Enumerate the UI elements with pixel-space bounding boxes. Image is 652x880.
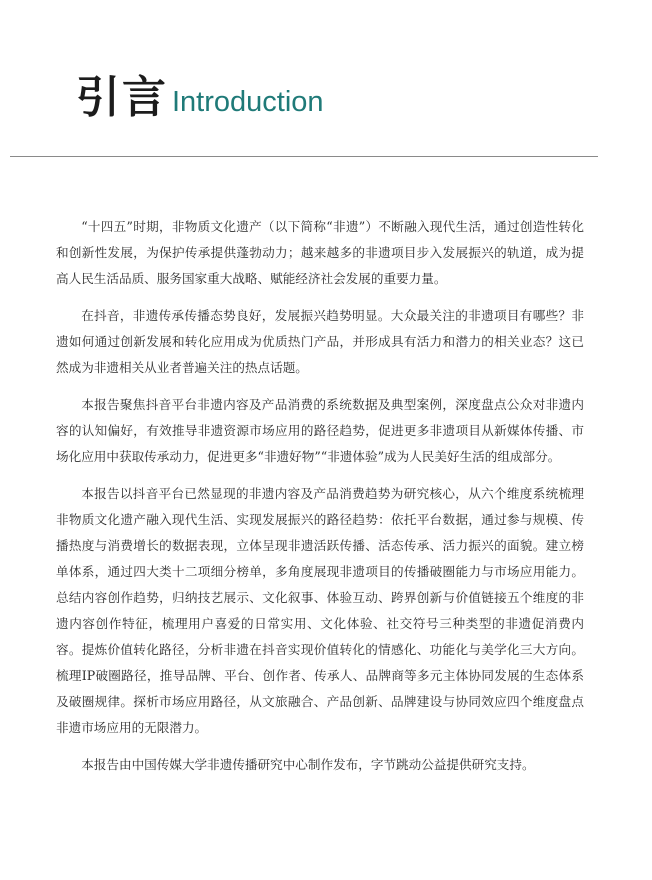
paragraph: 本报告聚焦抖音平台非遗内容及产品消费的系统数据及典型案例，深度盘点公众对非遗内容的认知偏好，有效推导非遗资源市场应用的路径趋势，促进更多非遗项目从新媒体传播、市场化应用中获取传承动力，促进更多“非遗好物”“非遗体验”成为人民美好生活的组成部分。 — [56, 397, 584, 464]
page-title-english: Introduction — [172, 86, 324, 118]
paragraph: 在抖音，非遗传承传播态势良好，发展振兴趋势明显。大众最关注的非遗项目有哪些？非遗如何通过创新发展和转化应用成为优质热门产品，并形成具有活力和潜力的相关业态？这已然成为非遗相关从业者普遍关注的热点话题。 — [56, 308, 584, 375]
paragraph: 本报告以抖音平台已然显现的非遗内容及产品消费趋势为研究核心，从六个维度系统梳理非物质文化遗产融入现代生活、实现发展振兴的路径趋势：依托平台数据，通过参与规模、传播热度与消费增长的数据表现，立体呈现非遗活跃传播、活态传承、活力振兴的面貌。建立榜单体系，通过四大类十二项细分榜单，多角度展现非遗项目的传播破圈能力与市场应用能力。总结内容创作趋势，归纳技艺展示、文化叙事、体验互动、跨界创新与价值链接五个维度的非遗内容创作特征，梳理用户喜爱的日常实用、文化体验、社交符号三种类型的非遗促消费内容。提炼价值转化路径，分析非遗在抖音实现价值转化的情感化、功能化与美学化三大方向。梳理IP破圈路径，推导品牌、平台、创作者、传承人、品牌商等多元主体协同发展的生态体系及破圈规律。探析市场应用路径，从文旅融合、产品创新、品牌建设与协同效应四个维度盘点非遗市场应用的无限潜力。 — [56, 486, 584, 735]
paragraph: 本报告由中国传媒大学非遗传播研究中心制作发布，字节跳动公益提供研究支持。 — [81, 757, 535, 772]
paragraph: “十四五”时期，非物质文化遗产（以下简称“非遗”）不断融入现代生活，通过创造性转化和创新性发展，为保护传承提供蓬勃动力；越来越多的非遗项目步入发展振兴的轨道，成为提高人民生活品质、服务国家重大战略、赋能经济社会发展的重要力量。 — [56, 219, 584, 286]
page-header — [76, 68, 576, 128]
page-title-chinese: 引言 — [76, 72, 168, 123]
header-divider — [10, 156, 598, 157]
body-text — [56, 214, 584, 789]
